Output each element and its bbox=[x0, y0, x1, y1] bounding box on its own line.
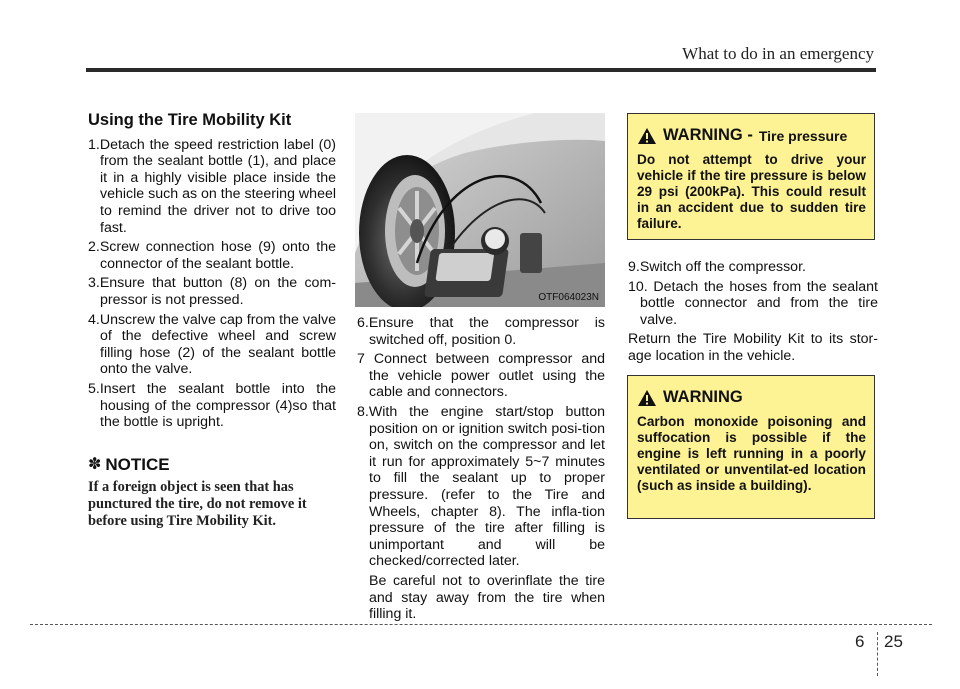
warning-triangle-icon bbox=[637, 389, 657, 407]
tire-mobility-kit-photo bbox=[355, 113, 605, 307]
page-number: 25 bbox=[884, 632, 903, 651]
step-8: 8.With the engine start/stop button position on or ignition switch posi-tion on, switch on the compressor and let it run for approximately 5~7 minutes to fill the sealant up to proper pressure. (refer to the Tire and Wheels, chapter 8). The infla-tion pressure of the tire after filling is unimportant and will be checked/corrected later. bbox=[357, 403, 605, 570]
footer-rule bbox=[30, 624, 932, 625]
step-4: 4.Unscrew the valve cap from the valve of the defective wheel and screw filling hose (2) of the sealant bottle onto the valve. bbox=[88, 311, 336, 378]
middle-column bbox=[357, 315, 605, 626]
photo-caption: OTF064023N bbox=[538, 292, 599, 303]
notice-text: If a foreign object is seen that has punctured the tire, do not remove it before using Tire Mobility Kit. bbox=[88, 479, 307, 530]
notice-heading bbox=[88, 454, 336, 474]
step-2: 2.Screw connection hose (9) onto the connector of the sealant bottle. bbox=[88, 239, 336, 272]
photo-illustration bbox=[355, 113, 605, 307]
warning-carbon-monoxide bbox=[627, 375, 875, 519]
step-3: 3.Ensure that button (8) on the com-pressor is not pressed. bbox=[88, 275, 336, 308]
return-note: Return the Tire Mobility Kit to its stor-age location in the vehicle. bbox=[628, 331, 878, 364]
section-title: Using the Tire Mobility Kit bbox=[88, 111, 292, 129]
warning-body: Carbon monoxide poisoning and suffocation is possible if the engine is left running in a poorly ventilated or unventilat-ed location (such as inside a building). bbox=[637, 414, 866, 493]
step-7: 7 Connect between compressor and the vehicle power outlet using the cable and connectors. bbox=[357, 351, 605, 401]
warning-triangle-icon bbox=[637, 127, 657, 145]
page-number-divider bbox=[877, 632, 878, 676]
step-1: 1.Detach the speed restriction label (0) from the sealant bottle (1), and place it in a highly visible place inside the vehicle such as on the steering wheel to remind the driver not to drive too fast. bbox=[88, 136, 336, 236]
overinflate-note: Be careful not to overinflate the tire and stay away from the tire when filling it. bbox=[369, 572, 605, 623]
warning-body: Do not attempt to drive your vehicle if the tire pressure is below 29 psi (200kPa). This could result in an accident due to sudden tire failure. bbox=[637, 152, 866, 231]
chapter-number: 6 bbox=[855, 632, 865, 651]
step-9: 9.Switch off the compressor. bbox=[628, 259, 806, 275]
left-column bbox=[88, 112, 336, 530]
step-6: 6.Ensure that the compressor is switched off, position 0. bbox=[357, 315, 605, 348]
warning-title-text: WARNING bbox=[663, 388, 743, 406]
header-rule bbox=[86, 68, 876, 72]
notice-title: NOTICE bbox=[105, 454, 170, 474]
step-10: 10. Detach the hoses from the sealant bottle connector and from the tire valve. bbox=[628, 278, 878, 328]
steps-list-middle bbox=[357, 315, 605, 570]
steps-list-right bbox=[628, 259, 878, 328]
warning-tire-pressure bbox=[627, 113, 875, 240]
right-column bbox=[628, 259, 878, 368]
steps-list-left bbox=[88, 137, 336, 431]
step-5: 5.Insert the sealant bottle into the housing of the compressor (4)so that the bottle is upright. bbox=[88, 380, 336, 431]
warning-title bbox=[637, 126, 866, 145]
header-title: What to do in an emergency bbox=[682, 44, 874, 63]
warning-title-text: WARNING - bbox=[663, 126, 753, 144]
warning-subtitle: Tire pressure bbox=[758, 127, 848, 144]
warning-title bbox=[637, 388, 866, 407]
notice-star-icon: ✽ bbox=[88, 455, 102, 473]
